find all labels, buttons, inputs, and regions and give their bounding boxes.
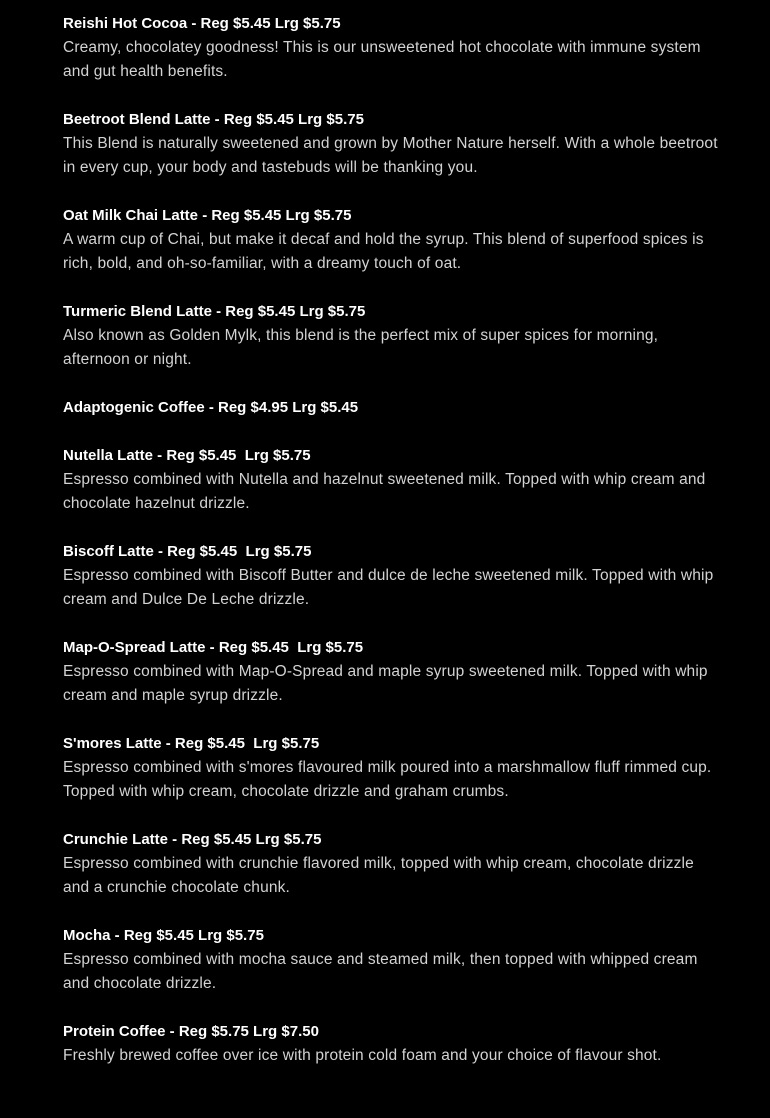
item-title: Turmeric Blend Latte - Reg $5.45 Lrg $5.75	[63, 303, 366, 320]
item-description: Espresso combined with Nutella and hazelnut sweetened milk. Topped with whip cream and chocolate hazelnut drizzle.	[63, 471, 706, 512]
item-description: This Blend is naturally sweetened and grown by Mother Nature herself. With a whole beetroot in every cup, your body and tastebuds will be thanking you.	[63, 135, 718, 176]
menu-item-beetroot-blend-latte	[63, 108, 723, 180]
item-title: Protein Coffee - Reg $5.75 Lrg $7.50	[63, 1023, 319, 1040]
item-title: S'mores Latte - Reg $5.45 Lrg $5.75	[63, 735, 320, 752]
item-title: Beetroot Blend Latte - Reg $5.45 Lrg $5.75	[63, 111, 364, 128]
menu-item-reishi-hot-cocoa	[63, 12, 723, 84]
item-title: Adaptogenic Coffee - Reg $4.95 Lrg $5.45	[63, 399, 359, 416]
menu-item-oat-milk-chai-latte	[63, 204, 723, 276]
menu-item-smores-latte	[63, 732, 723, 804]
item-title: Reishi Hot Cocoa - Reg $5.45 Lrg $5.75	[63, 15, 341, 32]
item-description: Espresso combined with crunchie flavored milk, topped with whip cream, chocolate drizzle and a crunchie chocolate chunk.	[63, 855, 694, 896]
item-title: Mocha - Reg $5.45 Lrg $5.75	[63, 927, 264, 944]
item-description: Espresso combined with mocha sauce and steamed milk, then topped with whipped cream and chocolate drizzle.	[63, 951, 698, 992]
item-title: Nutella Latte - Reg $5.45 Lrg $5.75	[63, 447, 311, 464]
menu-item-adaptogenic-coffee	[63, 396, 723, 420]
menu-item-biscoff-latte	[63, 540, 723, 612]
menu-item-map-o-spread-latte	[63, 636, 723, 708]
item-title: Oat Milk Chai Latte - Reg $5.45 Lrg $5.75	[63, 207, 352, 224]
item-title: Map-O-Spread Latte - Reg $5.45 Lrg $5.75	[63, 639, 364, 656]
menu-item-mocha	[63, 924, 723, 996]
item-description: Espresso combined with Biscoff Butter and dulce de leche sweetened milk. Topped with whip cream and Dulce De Leche drizzle.	[63, 567, 714, 608]
item-description: A warm cup of Chai, but make it decaf and hold the syrup. This blend of superfood spices is rich, bold, and oh-so-familiar, with a dreamy touch of oat.	[63, 231, 704, 272]
item-title: Crunchie Latte - Reg $5.45 Lrg $5.75	[63, 831, 322, 848]
item-description: Also known as Golden Mylk, this blend is the perfect mix of super spices for morning, afternoon or night.	[63, 327, 659, 368]
menu-item-turmeric-blend-latte	[63, 300, 723, 372]
item-description: Espresso combined with Map-O-Spread and maple syrup sweetened milk. Topped with whip cream and maple syrup drizzle.	[63, 663, 708, 704]
menu-item-protein-coffee	[63, 1020, 723, 1068]
item-description: Creamy, chocolatey goodness! This is our unsweetened hot chocolate with immune system and gut health benefits.	[63, 39, 701, 80]
drink-menu	[63, 12, 723, 1092]
item-title: Biscoff Latte - Reg $5.45 Lrg $5.75	[63, 543, 312, 560]
menu-item-crunchie-latte	[63, 828, 723, 900]
menu-item-nutella-latte	[63, 444, 723, 516]
item-description: Espresso combined with s'mores flavoured milk poured into a marshmallow fluff rimmed cup. Topped with whip cream, chocolate drizzle and graham crumbs.	[63, 759, 712, 800]
item-description: Freshly brewed coffee over ice with protein cold foam and your choice of flavour shot.	[63, 1047, 662, 1064]
